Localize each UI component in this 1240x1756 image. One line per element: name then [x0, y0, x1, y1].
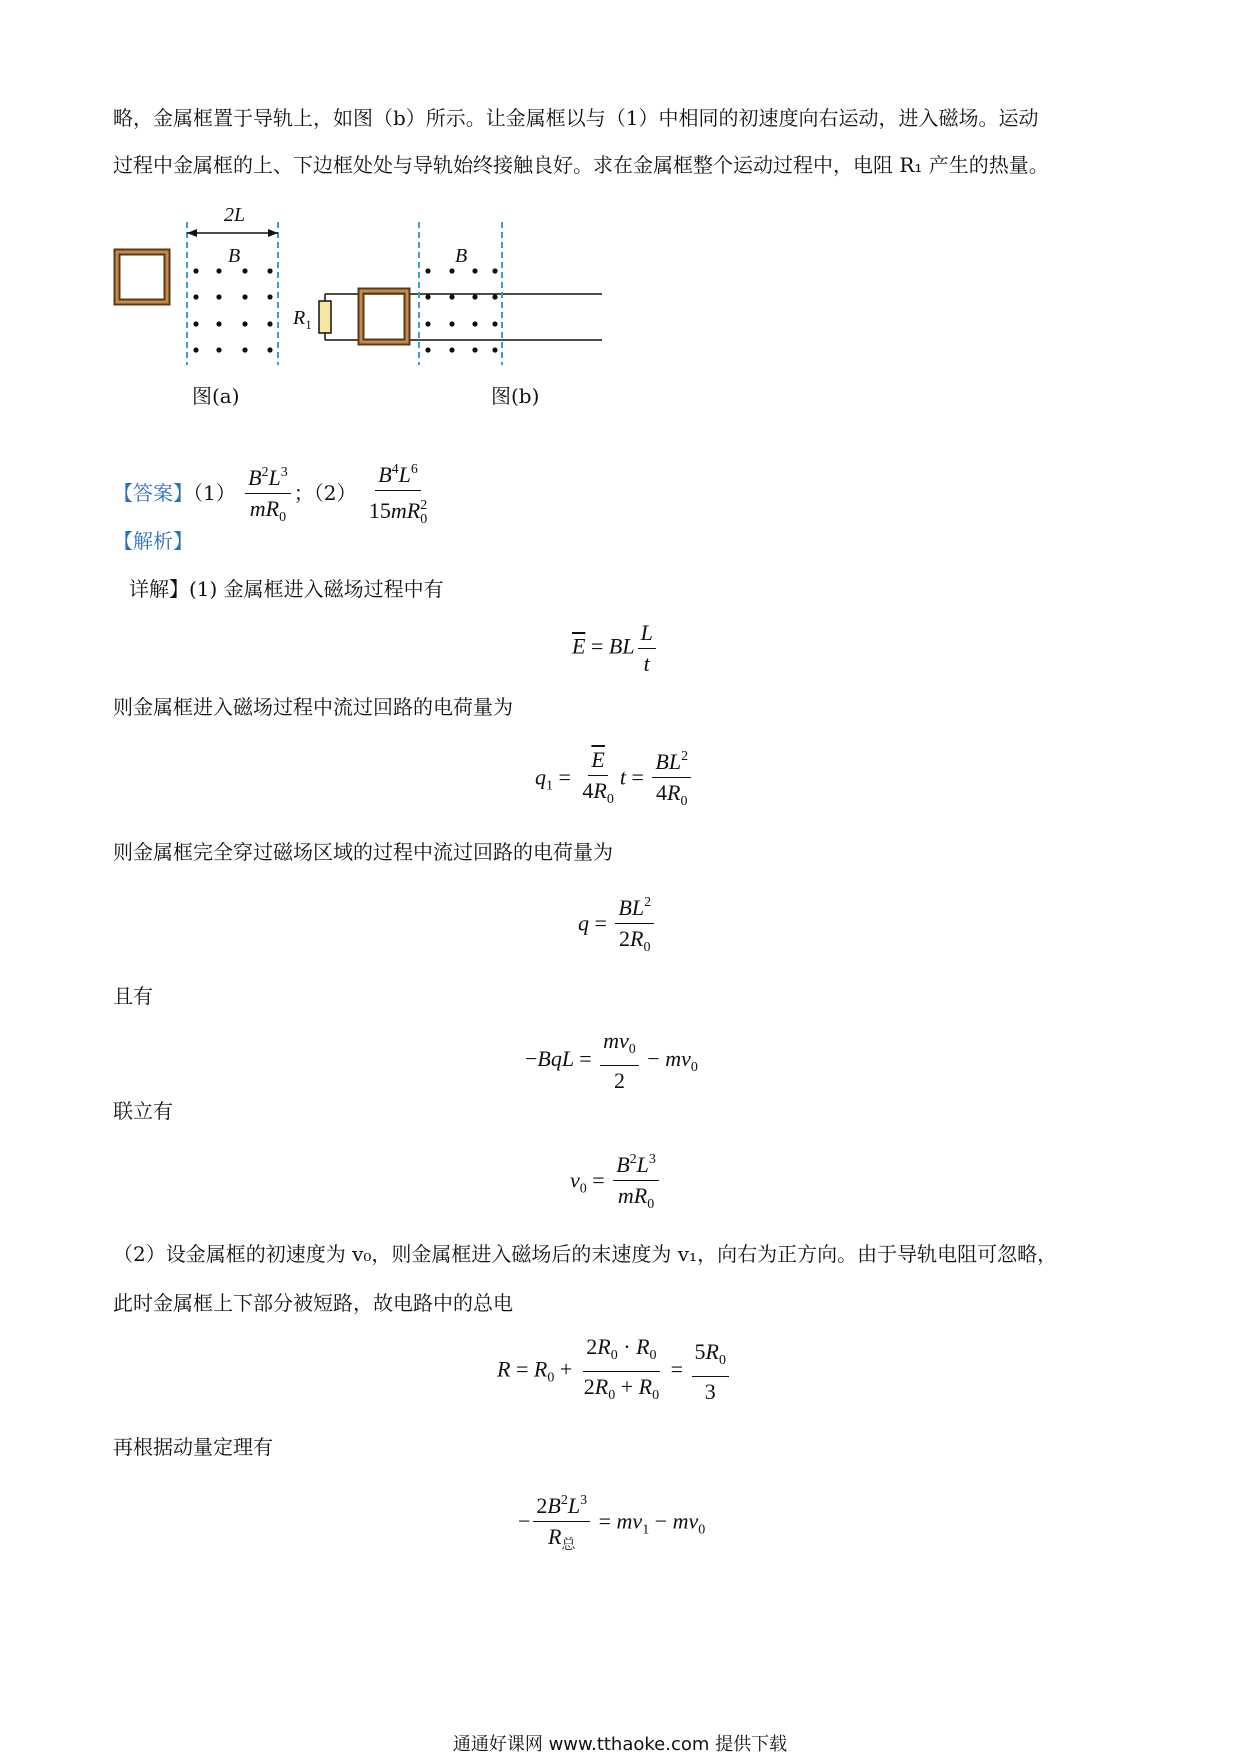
sentence-short-circuit: 此时金属框上下部分被短路，故电路中的总电 — [113, 1291, 513, 1315]
equation-momentum-2: − $\frac{2B^2L^3}{R_总}$ = $mv_1 - mv_0$ — [518, 1486, 705, 1561]
sentence-charge-entering: 则金属框进入磁场过程中流过回路的电荷量为 — [113, 695, 513, 719]
equation-v0: $v_0$ = $\frac{B^2L^3}{mR_0}$ — [570, 1145, 662, 1220]
equation-emf: $\overline{E}$ = BL $\frac{L}{t}$ — [572, 618, 659, 679]
caption-figure-b: 图(b) — [491, 384, 540, 408]
detail-line: 详解】(1) 金属框进入磁场过程中有 — [129, 577, 444, 601]
sentence-momentum-theorem: 再根据动量定理有 — [113, 1435, 273, 1459]
sentence-part2-setup: （2）设金属框的初速度为 v₀，则金属框进入磁场后的末速度为 v₁，向右为正方向。由于导轨电阻可忽略， — [113, 1242, 1058, 1266]
field-label-a: B — [228, 245, 241, 267]
sentence-charge-through: 则金属框完全穿过磁场区域的过程中流过回路的电荷量为 — [113, 840, 613, 864]
field-dots-a — [193, 268, 272, 352]
field-label-b: B — [455, 245, 468, 267]
answer-line — [113, 455, 433, 535]
caption-figure-a: 图(a) — [192, 384, 240, 408]
physics-figure — [100, 200, 620, 380]
equation-momentum-1: −BqL = $\frac{mv_0}{2}$ − $mv_0$ — [525, 1028, 698, 1093]
footer-source: 通通好课网 www.tthaoke.com 提供下载 — [452, 1734, 788, 1755]
analysis-label: 【解析】 — [113, 529, 193, 553]
equation-q1: $q_1$ = $\frac{\overline{E}}{4R_0}$ t = $\frac{BL^2}{4R_0}$ — [535, 742, 694, 817]
answer-1-formula: $\frac{B^2L^3}{mR_0}$ — [242, 480, 294, 505]
paragraph-line-2: 过程中金属框的上、下边框处处与导轨始终接触良好。求在金属框整个运动过程中，电阻 R₁ 产生的热量。 — [113, 153, 1049, 177]
metal-frame-b — [361, 291, 407, 342]
equation-total-resistance: $R = R_0$ + $\frac{2R_0 \cdot R_0}{2R_0 + R_0}$ = $\frac{5R_0}{3}$ — [497, 1332, 732, 1411]
sentence-and: 且有 — [113, 984, 153, 1008]
paragraph-line-1: 略，金属框置于导轨上，如图（b）所示。让金属框以与（1）中相同的初速度向右运动，进入磁场。运动 — [113, 106, 1039, 130]
sentence-combine: 联立有 — [113, 1099, 173, 1123]
equation-q: q = $\frac{BL^2}{2R_0}$ — [578, 888, 657, 963]
answer-2-formula: $\frac{B^4L^6}{15mR_0^2}$ — [363, 480, 433, 505]
answer-part1-label: （1） — [193, 481, 236, 506]
resistor-label: $R_1$ — [293, 307, 312, 332]
answer-separator: ；（2） — [293, 481, 357, 506]
answer-label: 【答案】 — [113, 481, 193, 506]
metal-frame-a — [117, 252, 167, 302]
resistor-r1 — [319, 301, 331, 333]
width-label: 2L — [224, 204, 246, 226]
